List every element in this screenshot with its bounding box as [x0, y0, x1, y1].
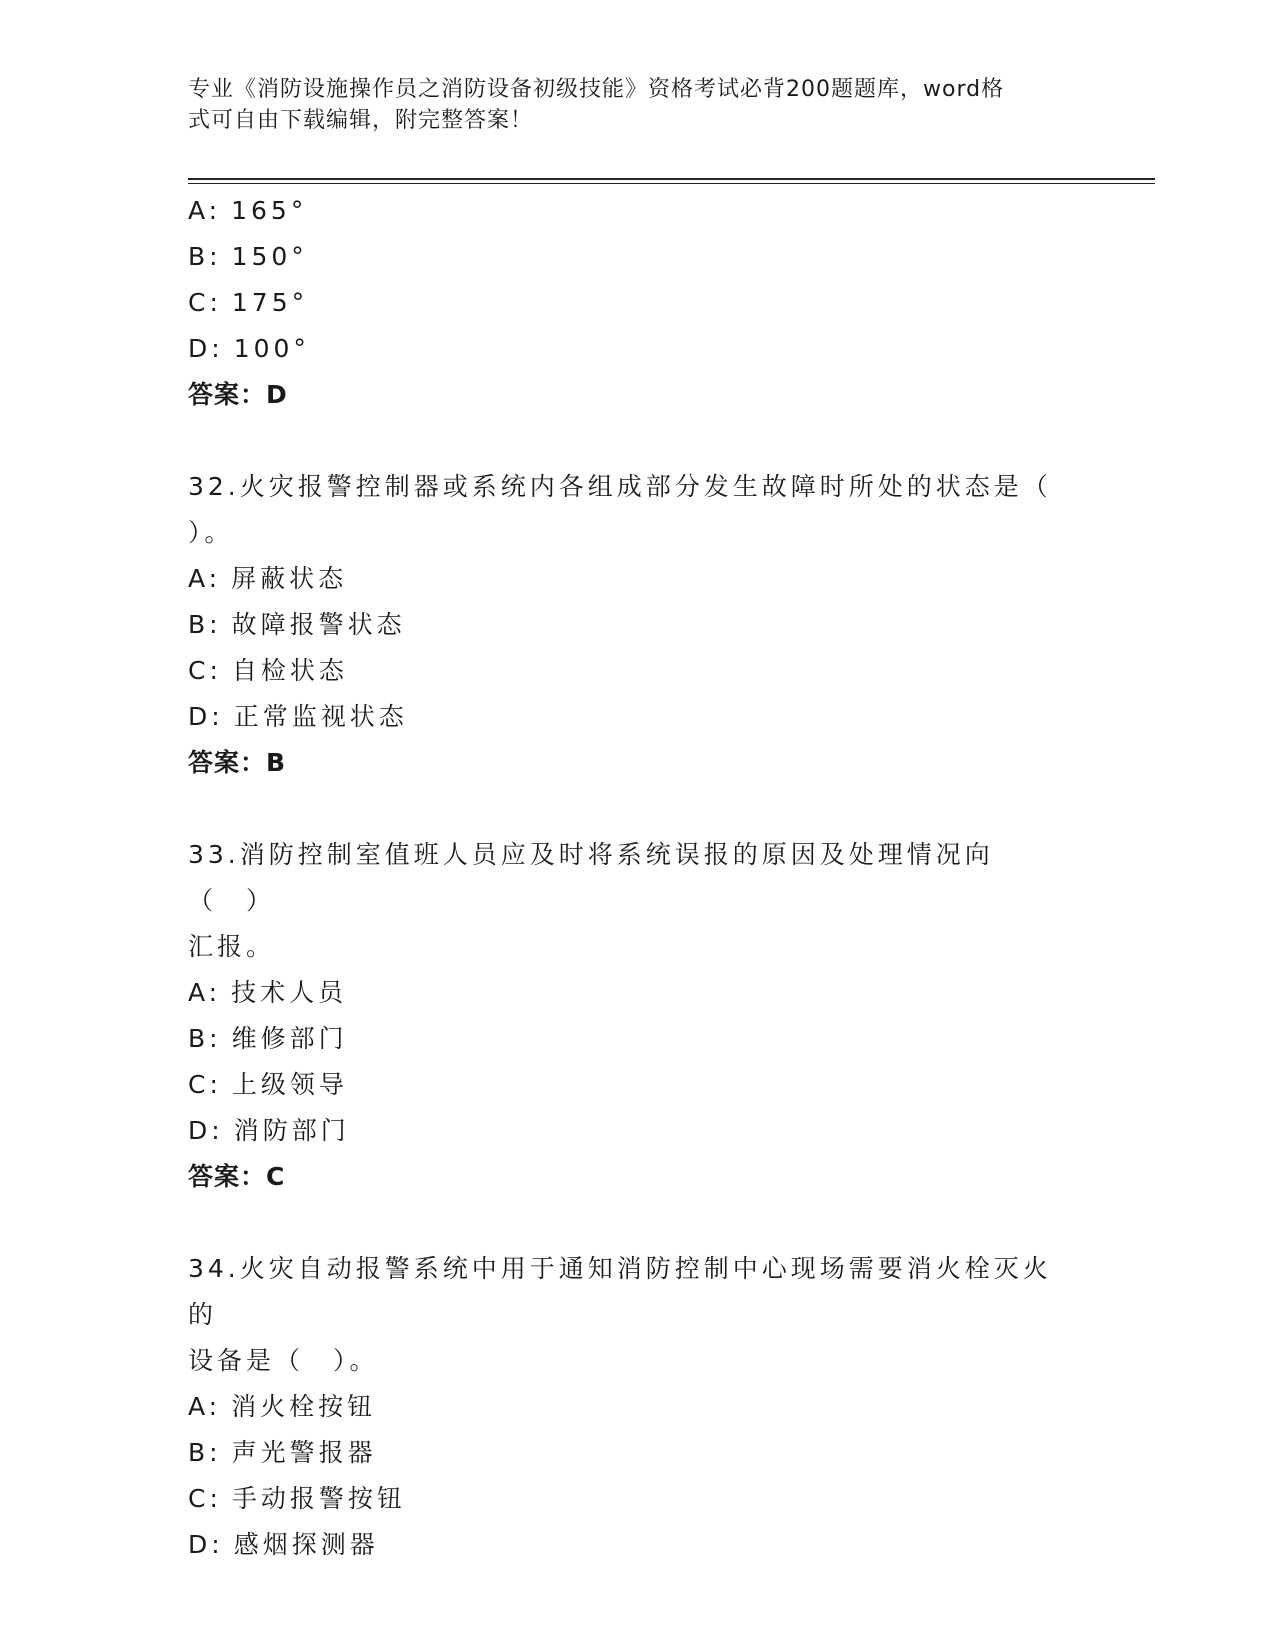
question-stem-line-1: 34.火灾自动报警系统中用于通知消防控制中心现场需要消火栓灭火的: [188, 1254, 1052, 1329]
option-b: B: 故障报警状态: [188, 610, 406, 639]
option-a: A: 165°: [188, 196, 308, 225]
question-32: [188, 464, 1088, 786]
question-stem-line-1: 32.火灾报警控制器或系统内各组成部分发生故障时所处的状态是（: [188, 472, 1052, 501]
option-b: B: 150°: [188, 242, 308, 271]
option-b: B: 维修部门: [188, 1024, 348, 1053]
header-divider-thick: [188, 178, 1155, 180]
answer: 答案：B: [188, 748, 287, 777]
option-a: A: 屏蔽状态: [188, 564, 348, 593]
header-divider-thin: [188, 183, 1155, 184]
answer: 答案：D: [188, 380, 288, 409]
option-d: D: 正常监视状态: [188, 702, 408, 731]
option-c: C: 自检状态: [188, 656, 348, 685]
option-a: A: 消火栓按钮: [188, 1392, 377, 1421]
question-stem-line-1: 33.消防控制室值班人员应及时将系统误报的原因及处理情况向（ ）: [188, 840, 994, 915]
option-c: C: 手动报警按钮: [188, 1484, 406, 1513]
option-d: D: 感烟探测器: [188, 1530, 379, 1559]
header-line-1: 专业《消防设施操作员之消防设备初级技能》资格考试必背200题题库，word格: [188, 77, 1005, 102]
option-d: D: 100°: [188, 334, 310, 363]
answer: 答案：C: [188, 1162, 286, 1191]
question-stem-line-2: 汇报。: [188, 932, 276, 961]
question-31-continued: [188, 188, 1088, 418]
header-line-2: 式可自由下载编辑，附完整答案！: [188, 108, 534, 133]
option-a: A: 技术人员: [188, 978, 348, 1007]
option-d: D: 消防部门: [188, 1116, 350, 1145]
question-list: [188, 188, 1088, 1568]
question-stem-line-2: ）。: [188, 518, 234, 547]
question-34: [188, 1246, 1088, 1568]
option-b: B: 声光警报器: [188, 1438, 377, 1467]
document-header: [188, 74, 1088, 136]
option-c: C: 上级领导: [188, 1070, 348, 1099]
option-c: C: 175°: [188, 288, 309, 317]
question-stem-line-2: 设备是（ ）。: [188, 1346, 379, 1375]
question-33: [188, 832, 1088, 1200]
